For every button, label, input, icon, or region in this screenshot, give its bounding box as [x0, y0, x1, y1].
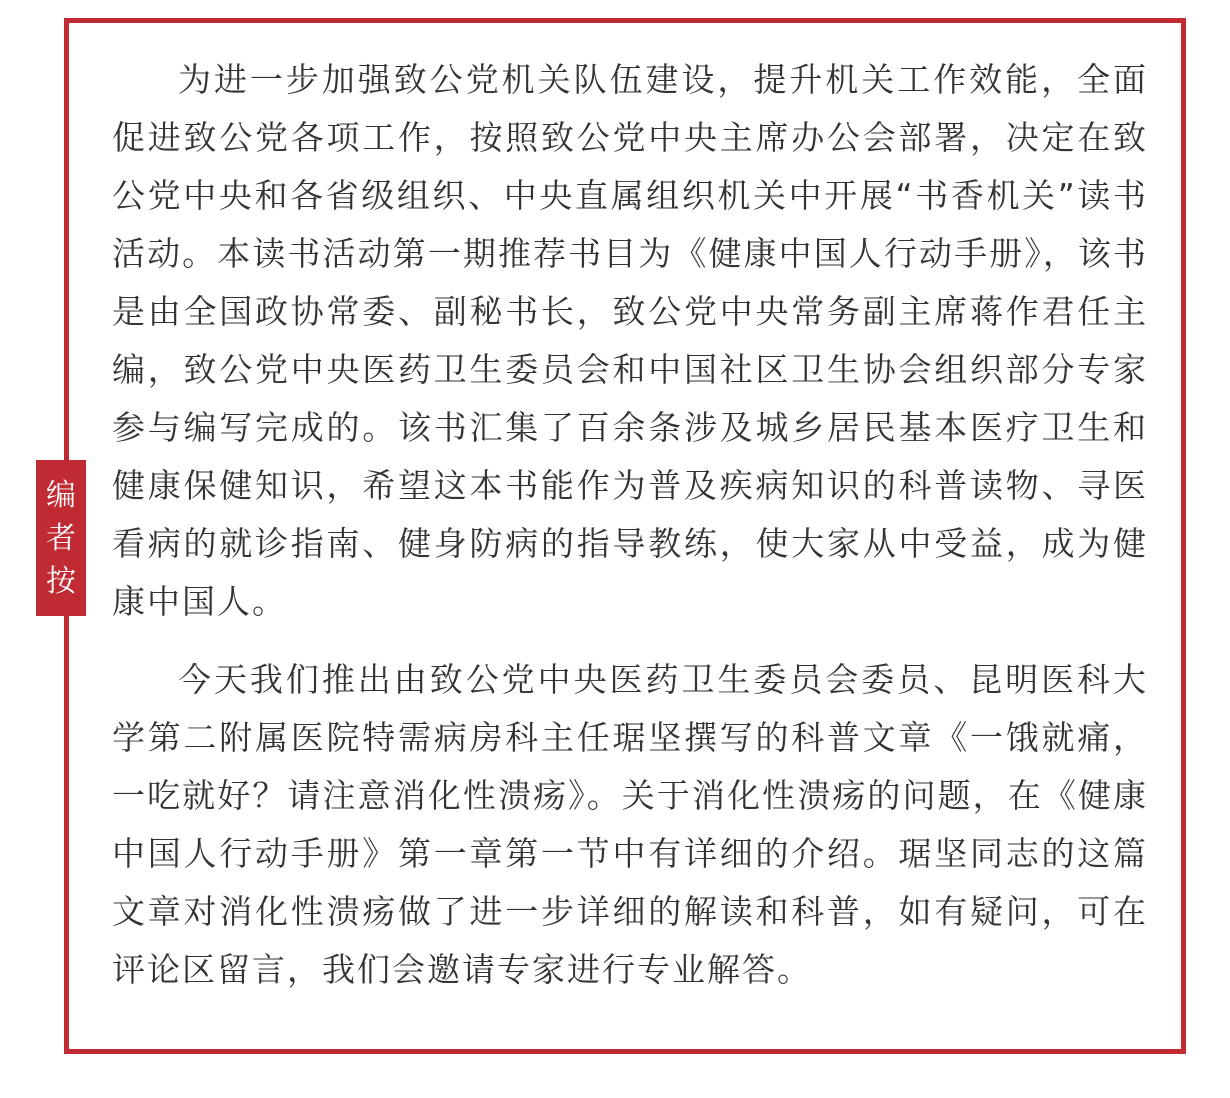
- paragraph-article: 今天我们推出由致公党中央医药卫生委员会委员、昆明医科大学第二附属医院特需病房科主任琚坚撰写的科普文章《一饿就痛，一吃就好？请注意消化性溃疡》。关于消化性溃疡的问题，在《健康中国人行动手册》第一章第一节中有详细的介绍。琚坚同志的这篇文章对消化性溃疡做了进一步详细的解读和科普，如有疑问，可在评论区留言，我们会邀请专家进行专业解答。: [112, 660, 1148, 989]
- label-char-2: 者: [46, 521, 76, 556]
- editor-note-body: [112, 51, 1148, 999]
- label-char-1: 编: [46, 478, 76, 513]
- paragraph-intro: 为进一步加强致公党机关队伍建设，提升机关工作效能，全面促进致公党各项工作，按照致公党中央主席办公会部署，决定在致公党中央和各省级组织、中央直属组织机关中开展“书香机关”读书活动。本读书活动第一期推荐书目为《健康中国人行动手册》，该书是由全国政协常委、副秘书长，致公党中央常务副主席蒋作君任主编，致公党中央医药卫生委员会和中国社区卫生协会组织部分专家参与编写完成的。该书汇集了百余条涉及城乡居民基本医疗卫生和健康保健知识，希望这本书能作为普及疾病知识的科普读物、寻医看病的就诊指南、健身防病的指导教练，使大家从中受益，成为健康中国人。: [112, 60, 1148, 621]
- editor-note-label: [36, 460, 86, 616]
- label-char-3: 按: [46, 564, 76, 599]
